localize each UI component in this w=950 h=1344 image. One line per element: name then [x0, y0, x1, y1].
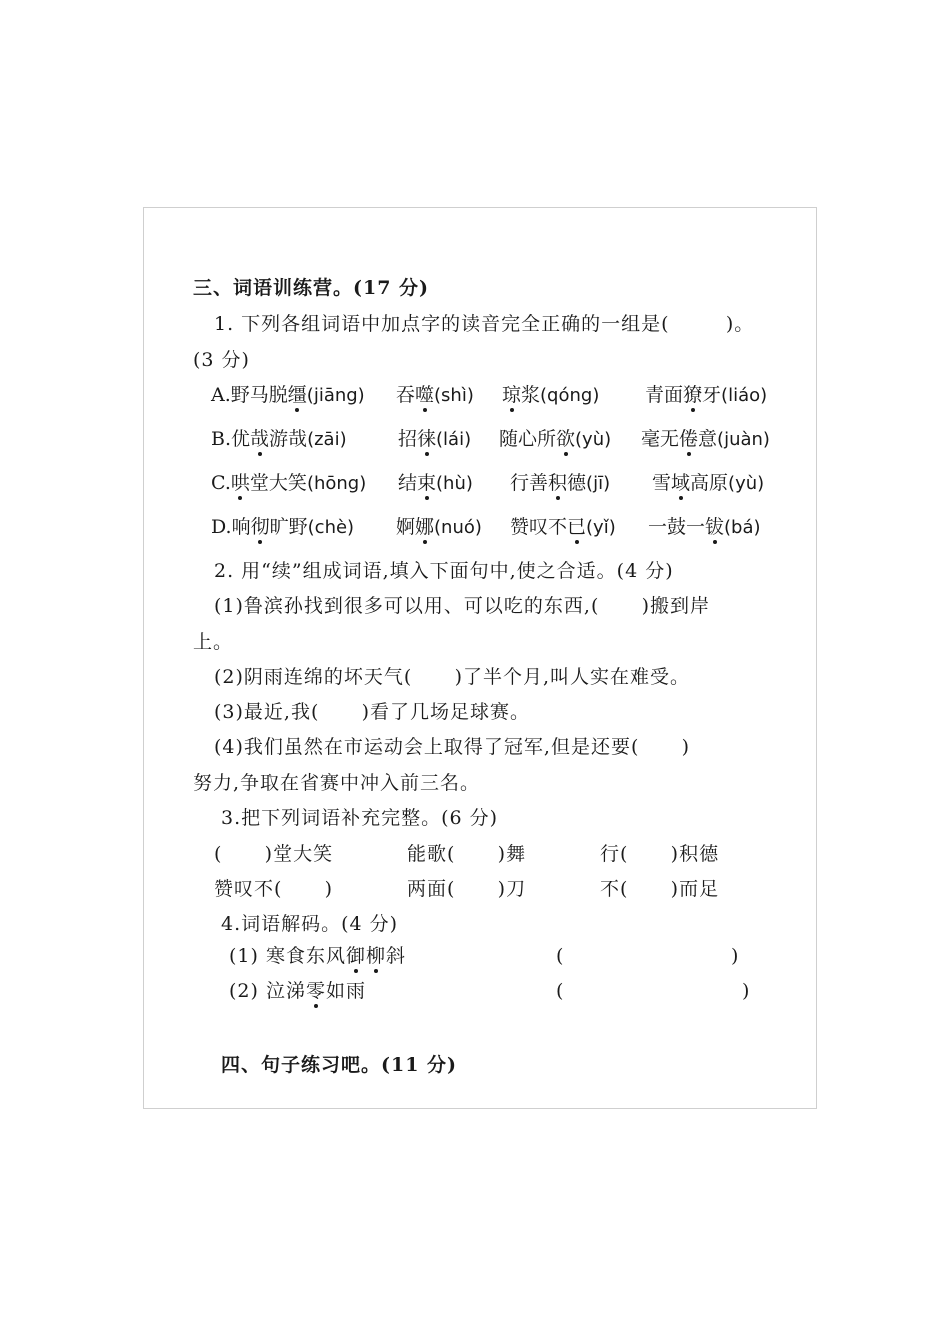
q4-item-2: (2) 泣涕零如雨	[229, 980, 367, 1002]
q3-item: 赞叹不( )	[214, 878, 334, 900]
emphasis-dot-char: 哉	[250, 428, 270, 450]
emphasis-dot-char: 欲	[556, 428, 576, 450]
q2-sentence-1: (1)鲁滨孙找到很多可以用、可以吃的东西,( )搬到岸	[214, 595, 711, 617]
emphasis-dot-char: 倦	[679, 428, 699, 450]
pinyin: (yù)	[575, 429, 612, 450]
q1-option-c-item: 行善积德(jī)	[510, 472, 611, 494]
pinyin: (juàn)	[717, 429, 770, 450]
q1-option-a-item: 吞噬(shì)	[396, 384, 474, 406]
q2-sentence-4: (4)我们虽然在市运动会上取得了冠军,但是还要( )	[214, 736, 691, 758]
q1-option-b-item: 招徕(lái)	[398, 428, 472, 450]
pinyin: (nuó)	[434, 517, 482, 538]
q1-option-c-item: 结束(hù)	[398, 472, 473, 494]
q1-option-b-item: B.优哉游哉(zāi)	[211, 428, 347, 450]
q3-item: 能歌( )舞	[407, 843, 527, 865]
q3-item: 两面( )刀	[407, 878, 527, 900]
emphasis-dot-char: 域	[671, 472, 691, 494]
q1-option-b-item: 毫无倦意(juàn)	[641, 428, 770, 450]
q2-sentence-3: (3)最近,我( )看了几场足球赛。	[214, 701, 531, 723]
emphasis-dot-char: 哄	[230, 472, 250, 494]
q3-stem: 3.把下列词语补充完整。(6 分)	[221, 807, 499, 829]
option-label: C.	[211, 472, 231, 494]
pinyin: (liáo)	[721, 385, 768, 406]
option-label: D.	[211, 516, 232, 538]
q2-sentence-2: (2)阴雨连绵的坏天气( )了半个月,叫人实在难受。	[214, 666, 691, 688]
emphasis-dot-char: 束	[417, 472, 437, 494]
q4-stem: 4.词语解码。(4 分)	[221, 913, 399, 935]
q1-option-a-item: 青面獠牙(liáo)	[645, 384, 768, 406]
option-label: B.	[211, 428, 232, 450]
pinyin: (shì)	[434, 385, 474, 406]
section-4-heading: 四、句子练习吧。(11 分)	[221, 1054, 458, 1076]
emphasis-dot-char: 积	[548, 472, 568, 494]
pinyin: (jī)	[586, 473, 611, 494]
option-label: A.	[211, 384, 231, 406]
q4-item-2-paren-right: )	[742, 980, 751, 1002]
q3-item: ( )堂大笑	[214, 843, 334, 865]
q1-option-d-item: D.响彻旷野(chè)	[211, 516, 355, 538]
pinyin: (yǐ)	[586, 517, 616, 538]
emphasis-dot-char: 琼	[502, 384, 522, 406]
q2-sentence-4-cont: 努力,争取在省赛中冲入前三名。	[193, 772, 481, 794]
pinyin: (hù)	[436, 473, 473, 494]
q1-option-a-item: A.野马脱缰(jiāng)	[211, 384, 365, 406]
q2-sentence-1-cont: 上。	[193, 631, 234, 653]
section-3-heading: 三、词语训练营。(17 分)	[193, 277, 430, 299]
q3-item: 行( )积德	[600, 843, 720, 865]
q4-item-1-paren-left: (	[556, 945, 565, 967]
emphasis-dot-char: 噬	[415, 384, 435, 406]
q3-item: 不( )而足	[600, 878, 720, 900]
emphasis-dot-char: 钹	[705, 516, 725, 538]
pinyin: (lái)	[436, 429, 472, 450]
emphasis-dot-char: 彻	[250, 516, 270, 538]
q1-option-a-item: 琼浆(qóng)	[502, 384, 600, 406]
emphasis-dot-char: 徕	[417, 428, 437, 450]
emphasis-dot-char: 缰	[287, 384, 307, 406]
q1-score: (3 分)	[193, 349, 250, 371]
q1-option-d-item: 赞叹不已(yǐ)	[510, 516, 616, 538]
q4-item-2-paren-left: (	[556, 980, 565, 1002]
q4-item-1: (1) 寒食东风御柳斜	[229, 945, 407, 967]
q1-option-b-item: 随心所欲(yù)	[499, 428, 612, 450]
q1-option-d-item: 婀娜(nuó)	[396, 516, 482, 538]
emphasis-dot-char: 獠	[683, 384, 703, 406]
pinyin: (bá)	[724, 517, 761, 538]
q1-stem: 1. 下列各组词语中加点字的读音完全正确的一组是( )。	[214, 313, 755, 335]
pinyin: (jiāng)	[306, 385, 365, 406]
pinyin: (zāi)	[307, 429, 347, 450]
exam-page	[143, 207, 817, 1109]
q1-option-c-item: C.哄堂大笑(hōng)	[211, 472, 367, 494]
q1-option-d-item: 一鼓一钹(bá)	[648, 516, 761, 538]
emphasis-dot-char: 娜	[415, 516, 435, 538]
pinyin: (hōng)	[306, 473, 367, 494]
pinyin: (qóng)	[540, 385, 600, 406]
emphasis-dot-char: 已	[567, 516, 587, 538]
pinyin: (yù)	[728, 473, 765, 494]
q2-stem: 2. 用“续”组成词语,填入下面句中,使之合适。(4 分)	[214, 560, 674, 582]
q1-option-c-item: 雪域高原(yù)	[652, 472, 765, 494]
q4-item-1-paren-right: )	[731, 945, 740, 967]
pinyin: (chè)	[307, 517, 355, 538]
